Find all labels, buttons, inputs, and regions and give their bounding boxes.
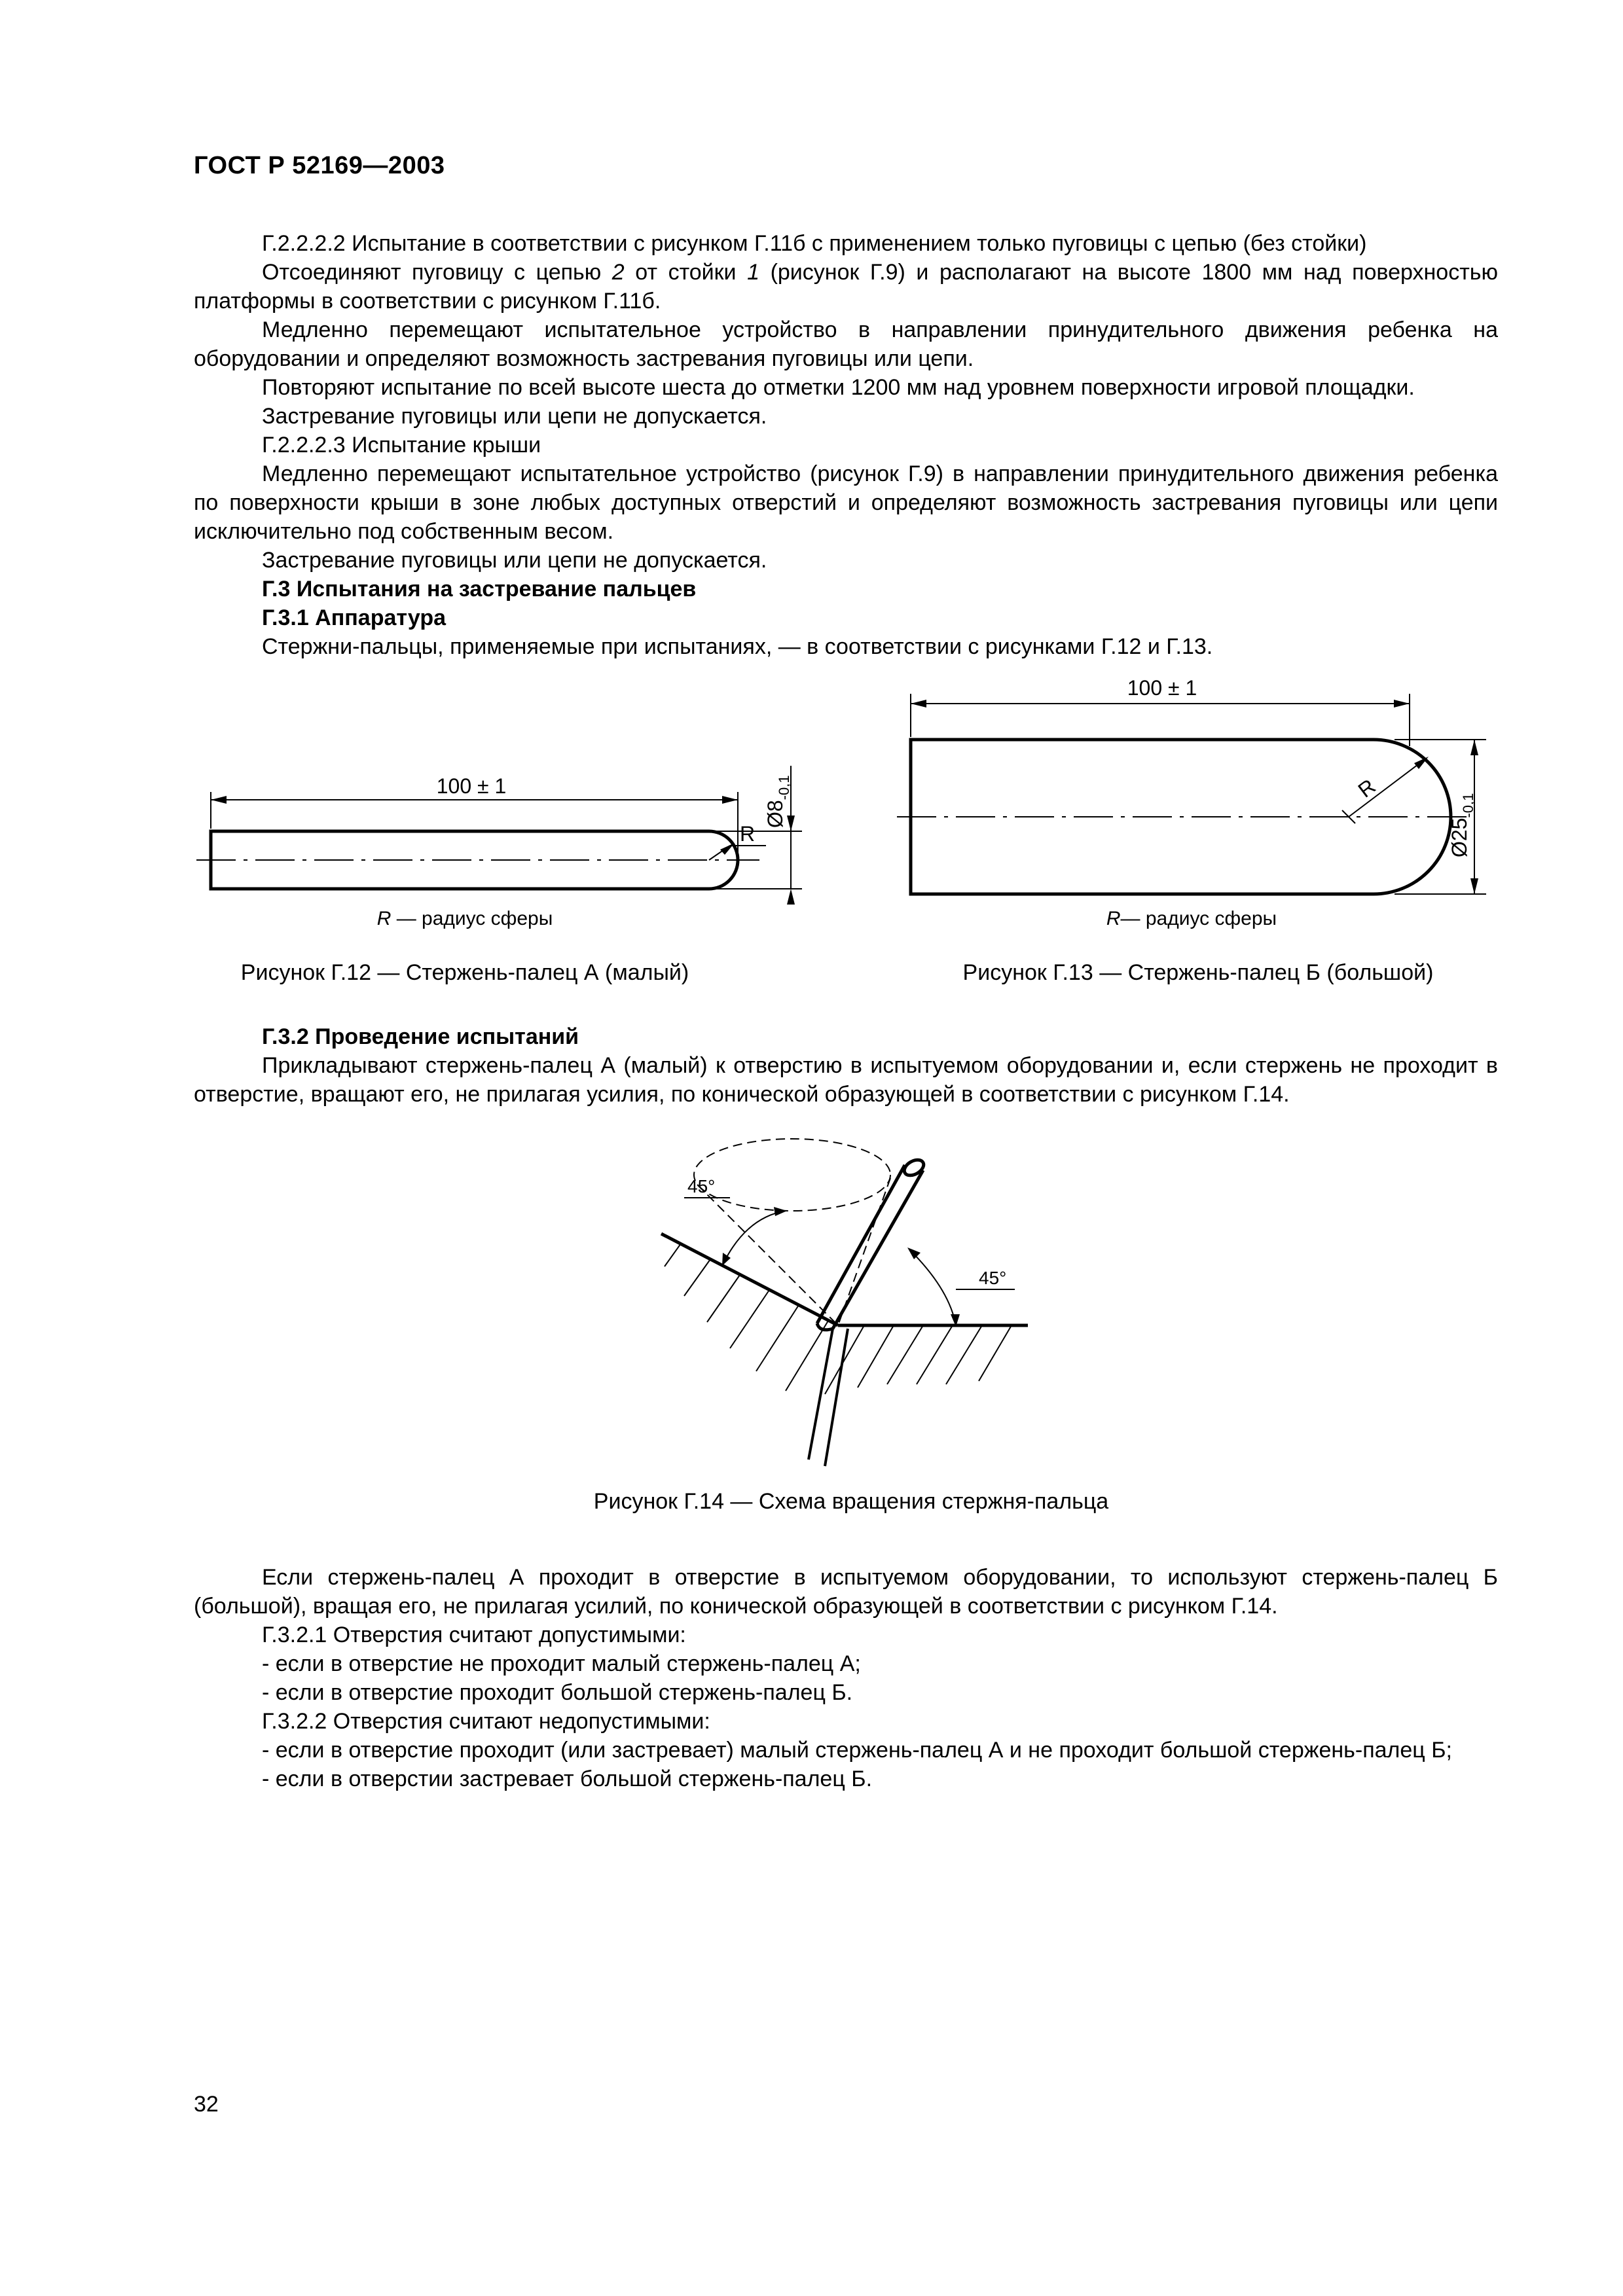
figure-13-diameter-label: $Ø25_{-0,1}$	[1448, 793, 1476, 857]
figure-13-caption: Рисунок Г.13 — Стержень-палец Б (большой)	[962, 960, 1434, 985]
paragraph-g3222: Г.3.2.2 Отверстия считают недопустимыми:	[262, 1709, 710, 1734]
figure-12-length-label: 100 ± 1	[436, 774, 507, 798]
document-header: ГОСТ Р 52169—2003	[194, 152, 445, 179]
paragraph-g2223: Г.2.2.2.3 Испытание крыши	[262, 433, 541, 457]
section-heading-g3: Г.3 Испытания на застревание пальцев	[262, 577, 697, 601]
figure-14-angle-left-label: 45°	[687, 1176, 716, 1196]
list-item-allowed-1: - если в отверстие не проходит малый стержень-палец А;	[262, 1651, 861, 1676]
section-heading-g32: Г.3.2 Проведение испытаний	[262, 1024, 579, 1049]
paragraph-detach-button: Отсоединяют пуговицу с цепью 2 от стойки 1 (рисунок Г.9) и располагают на высоте 1800 мм над поверхностью платформы в соответствии с рисунком Г.11б.	[194, 260, 1498, 314]
figure-12-note: R — радиус сферы	[376, 908, 553, 929]
paragraph-use-large-rod: Если стержень-палец А проходит в отверстие в испытуемом оборудовании, то используют стержень-палец Б (большой), вращая его, не прилагая усилий, по конической образующей в соответствии с рисунком Г.14.	[194, 1565, 1498, 1619]
section-heading-g31: Г.3.1 Аппаратура	[262, 605, 447, 630]
page-number: 32	[194, 2092, 219, 2117]
list-item-allowed-2: - если в отверстие проходит большой стержень-палец Б.	[262, 1680, 853, 1705]
list-item-not-allowed-1: - если в отверстие проходит (или застревает) малый стержень-палец А и не проходит большой стержень-палец Б;	[262, 1738, 1452, 1763]
paragraph-g3221: Г.3.2.1 Отверстия считают допустимыми:	[262, 1623, 686, 1647]
list-item-not-allowed-2: - если в отверстии застревает большой стержень-палец Б.	[262, 1767, 873, 1791]
paragraph-move-device: Медленно перемещают испытательное устройство в направлении принудительного движения ребенка на оборудовании и определяют возможность застревания пуговицы или цепи.	[194, 317, 1498, 371]
paragraph-finger-rods: Стержни-пальцы, применяемые при испытаниях, — в соответствии с рисунками Г.12 и Г.13.	[262, 634, 1213, 659]
paragraph-not-allowed-1: Застревание пуговицы или цепи не допускается.	[262, 404, 767, 429]
figure-13-drawing	[897, 668, 1525, 903]
paragraph-apply-rod: Прикладывают стержень-палец А (малый) к отверстию в испытуемом оборудовании и, если стержень не проходит в отверстие, вращают его, не прилагая усилия, по конической образующей в соответствии с рисунком Г.14.	[194, 1053, 1498, 1107]
figure-14-drawing	[648, 1132, 1067, 1473]
paragraph-not-allowed-2: Застревание пуговицы или цепи не допускается.	[262, 548, 767, 573]
figure-12-drawing	[196, 746, 825, 903]
figure-13-length-label: 100 ± 1	[1127, 676, 1197, 700]
text-block-conditions	[194, 1563, 1498, 1793]
paragraph-repeat-test: Повторяют испытание по всей высоте шеста до отметки 1200 мм над уровнем поверхности игровой площадки.	[262, 375, 1415, 400]
figure-14-caption: Рисунок Г.14 — Схема вращения стержня-пальца	[593, 1489, 1109, 1514]
paragraph-g2222: Г.2.2.2.2 Испытание в соответствии с рисунком Г.11б с применением только пуговицы с цепью (без стойки)	[262, 231, 1367, 256]
figure-12-radius-label: R	[740, 822, 756, 846]
figure-12-caption: Рисунок Г.12 — Стержень-палец А (малый)	[240, 960, 689, 985]
figure-13-note: R— радиус сферы	[1106, 908, 1277, 929]
figure-13-radius-label: R	[1353, 774, 1380, 802]
text-block-tests	[194, 229, 1498, 661]
figure-12-diameter-label: $Ø8_{-0,1}$	[763, 775, 792, 828]
figure-14-angle-right-label: 45°	[979, 1268, 1007, 1288]
paragraph-roof-test: Медленно перемещают испытательное устройство (рисунок Г.9) в направлении принудительного движения ребенка по поверхности крыши в зоне любых доступных отверстий и определяют возможность застревания пуговицы или цепи исключительно под собственным весом.	[194, 461, 1498, 544]
text-block-procedure	[194, 1022, 1498, 1109]
